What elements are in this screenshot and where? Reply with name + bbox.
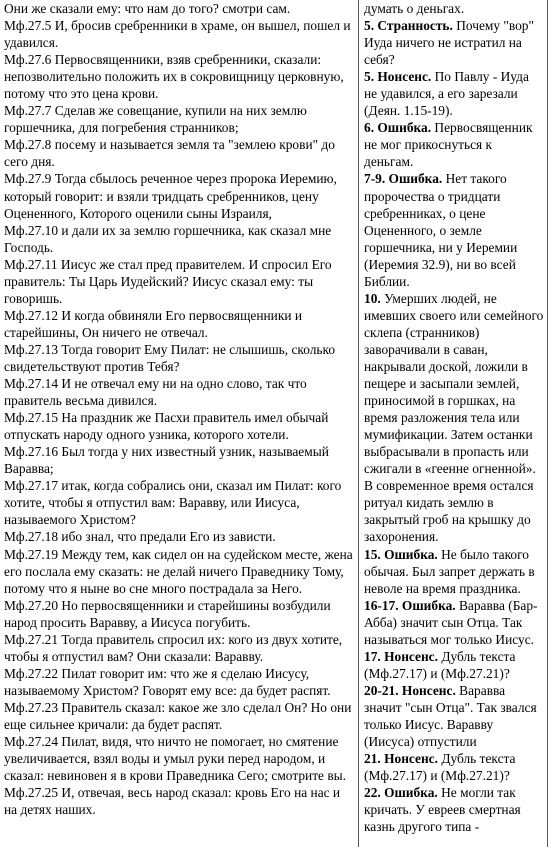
verse-text: Мф.27.14 И не отвечал ему ни на одно слово, так что правитель весьма дивился. [4, 376, 307, 409]
verse-text: Мф.27.17 итак, когда собрались они, сказал им Пилат: кого хотите, чтобы я отпустил вам: Варавву, или Иисуса, называемого Христом? [4, 478, 342, 528]
verse-text: Мф.27.25 И, отвечая, весь народ сказал: кровь Его на нас и на детях наших. [4, 785, 341, 818]
note-text: Не могли так кричать. У евреев смертная казнь другого типа - [364, 785, 521, 835]
commentary-note [364, 750, 544, 784]
note-label: 21. Нонсенс. [364, 751, 438, 767]
verse-text: Мф.27.9 Тогда сбылось реченное через пророка Иеремию, который говорит: и взяли тридцать сребренников, цену Оцененного, Которого оценили сыны Израиля, [4, 171, 337, 221]
note-text: Дубль текста (Мф.27.17) и (Мф.27.21)? [364, 751, 516, 784]
note-label: 15. Ошибка. [364, 546, 438, 562]
note-label: 5. Странность. [364, 18, 453, 34]
note-label: 5. Нонсенс. [364, 69, 432, 85]
note-label: 22. Ошибка. [364, 785, 438, 801]
note-text: Почему "вор" Иуда ничего не истратил на себя? [364, 18, 534, 68]
commentary-note [364, 290, 544, 546]
verse-text: Мф.27.22 Пилат говорит им: что же я сделаю Иисусу, называемому Христом? Говорят ему все: да будет распят. [4, 665, 331, 698]
commentary-note [364, 682, 544, 750]
note-label: 17. Нонсенс. [364, 648, 438, 664]
verse-text: Мф.27.13 Тогда говорит Ему Пилат: не слышишь, сколько свидетельствуют против Тебя? [4, 341, 336, 374]
verse-text: Мф.27.8 посему и называется земля та "землею крови" до сего дня. [4, 137, 335, 170]
verse-text: Мф.27.24 Пилат, видя, что ничто не помогает, но смятение увеличивается, взял воды и умыл руки перед народом, и сказал: невиновен я в крови Праведника Сего; смотрите вы. [4, 734, 347, 784]
commentary-column [359, 0, 548, 847]
verse-text: Мф.27.11 Иисус же стал пред правителем. И спросил Его правитель: Ты Царь Иудейский? Иисус сказал ему: ты говоришь. [4, 256, 332, 306]
verse-text: Мф.27.12 И когда обвиняли Его первосвященники и старейшины, Он ничего не отвечал. [4, 307, 303, 340]
commentary-note [364, 784, 544, 835]
commentary-note [364, 546, 544, 597]
verse-text: Мф.27.18 ибо знал, что предали Его из зависти. [4, 529, 276, 545]
commentary-note [364, 17, 544, 68]
verse-text: Мф.27.20 Но первосвященники и старейшины возбудили народ просить Варавву, а Иисуса погубить. [4, 597, 331, 630]
commentary-note [364, 648, 544, 682]
note-label: 7-9. Ошибка. [364, 171, 443, 187]
verse-text: Мф.27.19 Между тем, как сидел он на судейском месте, жена его послала ему сказать: не делай ничего Праведнику Тому, потому что я ныне во сне много пострадала за Него. [4, 546, 353, 596]
verse-text: Мф.27.16 Был тогда у них известный узник, называемый Варавва; [4, 444, 329, 477]
note-text: По Павлу - Иуда не удавился, а его зарезали (Деян. 1.15-19). [364, 69, 529, 119]
note-text: Умерших людей, не имевших своего или семейного склепа (странников) заворачивали в саван, накрывали доской, ложили в пещере и засыпали землей, приносимой в горшках, на время разложения тела или мумификации. Затем останки выбрасывали в пропасть или сжигали в «геенне огненной». В современное время остался ритуал кидать землю в закрытый гроб на крышку до захоронения. [364, 290, 544, 545]
verse-text: Мф.27.23 Правитель сказал: какое же зло сделал Он? Но они еще сильнее кричали: да будет распят. [4, 699, 352, 732]
note-text: Дубль текста (Мф.27.17) и (Мф.27.21)? [364, 648, 516, 681]
note-text: Варавва (Бар-Абба) значит сын Отца. Так называться мог только Иисус. [364, 597, 538, 647]
note-label: 16-17. Ошибка. [364, 597, 456, 613]
commentary-note [364, 68, 544, 119]
commentary-note [364, 597, 544, 648]
note-text: Первосвященник не мог прикоснуться к деньгам. [364, 120, 533, 170]
note-text: Варавва значит "сын Отца". Так звался только Иисус. Варавву (Иисуса) отпустили [364, 682, 537, 750]
verse-text: Мф.27.10 и дали их за землю горшечника, как сказал мне Господь. [4, 222, 332, 255]
commentary-note [364, 0, 544, 17]
note-text: думать о деньгах. [364, 1, 465, 16]
verse-text: Они же сказали ему: что нам до того? смотри сам. [4, 1, 291, 16]
note-text: Не было такого обычая. Был запрет держать в неволе на время праздника. [364, 546, 535, 596]
verse-text: Мф.27.7 Сделав же совещание, купили на них землю горшечника, для погребения странников; [4, 103, 307, 136]
note-text: Нет такого пророчества о тридцати сребренниках, о цене Оцененного, о земле горшечника, ни у Иеремии (Иеремия 32.9), ни во всей Библии. [364, 171, 518, 289]
commentary-note [364, 170, 544, 289]
note-label: 10. [364, 290, 381, 306]
verse-text: Мф.27.21 Тогда правитель спросил их: кого из двух хотите, чтобы я отпустил вам? Они сказали: Варавву. [4, 631, 343, 664]
note-label: 6. Ошибка. [364, 120, 432, 136]
verse-text: Мф.27.6 Первосвященники, взяв сребренники, сказали: непозволительно положить их в сокровищницу церковную, потому что это цена крови. [4, 52, 344, 102]
verse-text: Мф.27.15 На праздник же Пасхи правитель имел обычай отпускать народу одного узника, которого хотели. [4, 410, 329, 443]
note-label: 20-21. Нонсенс. [364, 682, 456, 698]
verse-text: Мф.27.5 И, бросив сребренники в храме, он вышел, пошел и удавился. [4, 18, 351, 51]
commentary-note [364, 119, 544, 170]
